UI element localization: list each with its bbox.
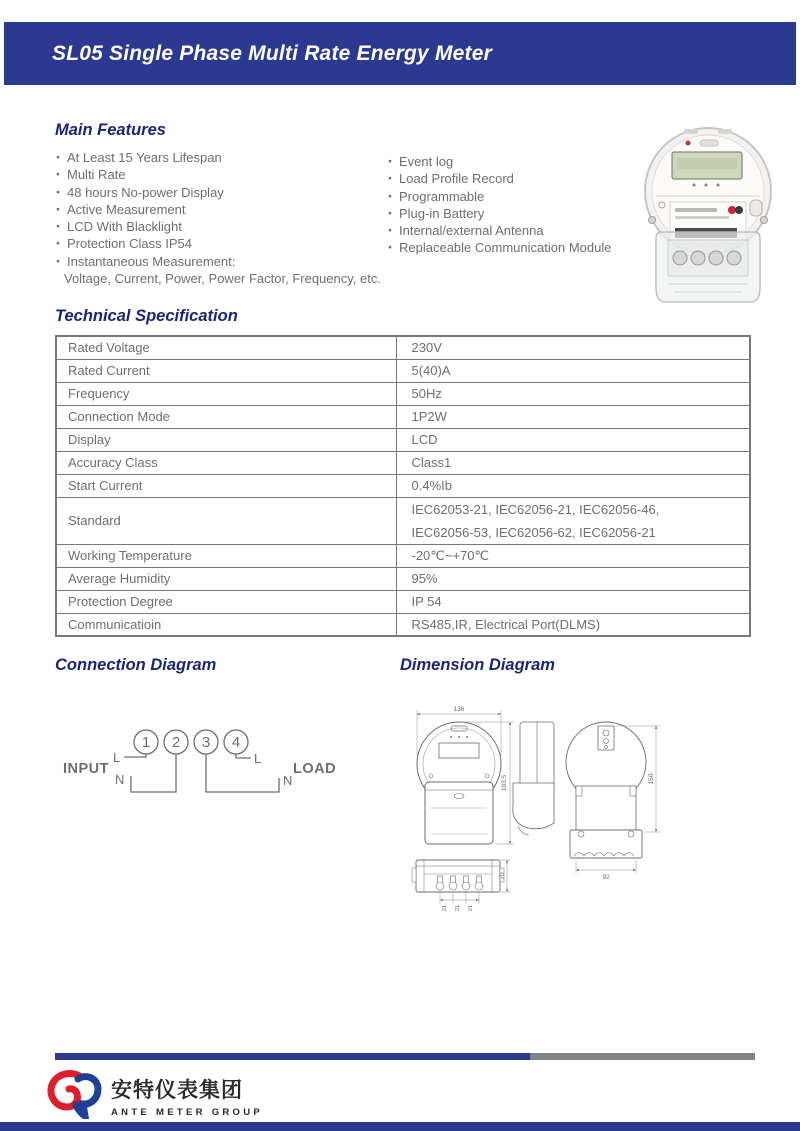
feature-item: ● Replaceable Communication Module xyxy=(388,239,698,256)
company-name-cn: 安特仪表集团 xyxy=(111,1079,243,1102)
spec-label: Frequency xyxy=(56,382,396,405)
spec-row xyxy=(56,474,750,497)
dim-base-width: 92 xyxy=(602,874,610,881)
spec-row xyxy=(56,544,750,567)
spec-row xyxy=(56,336,750,359)
spec-value: RS485,IR, Electrical Port(DLMS) xyxy=(396,613,750,636)
dimension-diagram-drawing xyxy=(398,686,710,918)
spec-row xyxy=(56,382,750,405)
spec-label: Rated Voltage xyxy=(56,336,396,359)
input-l-label: L xyxy=(113,750,121,765)
spec-label: Average Humidity xyxy=(56,567,396,590)
terminal-number: 3 xyxy=(201,734,211,751)
feature-item: ● Instantaneous Measurement: xyxy=(56,253,401,270)
spec-value: 5(40)A xyxy=(396,359,750,382)
company-name-en: ANTE METER GROUP xyxy=(111,1107,264,1118)
load-l-label: L xyxy=(254,751,262,766)
specification-table xyxy=(55,335,751,637)
main-features-heading: Main Features xyxy=(55,121,166,139)
footer-divider-bar xyxy=(55,1053,755,1060)
spec-row xyxy=(56,590,750,613)
connection-diagram-heading: Connection Diagram xyxy=(55,656,217,674)
dim-terminal-pitch: 21 xyxy=(468,904,474,912)
product-photo-energy-meter xyxy=(622,116,794,304)
dim-overall-width: 136 xyxy=(453,706,465,713)
ante-logo-icon xyxy=(46,1069,104,1119)
spec-label: Standard xyxy=(56,497,396,544)
terminal-number: 4 xyxy=(231,734,241,751)
spec-label: Working Temperature xyxy=(56,544,396,567)
spec-value: IP 54 xyxy=(396,590,750,613)
spec-label: Communicatioin xyxy=(56,613,396,636)
dim-back-height: 150 xyxy=(648,773,655,785)
footer-bar-gray-segment xyxy=(530,1053,755,1060)
feature-item: ● Internal/external Antenna xyxy=(388,222,698,239)
company-name-block xyxy=(111,1069,263,1118)
spec-value: 0.4%Ib xyxy=(396,474,750,497)
dim-terminal-pitch: 21 xyxy=(455,904,461,912)
spec-label: Accuracy Class xyxy=(56,451,396,474)
input-n-label: N xyxy=(115,772,125,787)
terminal-number: 2 xyxy=(171,734,181,751)
spec-value: -20℃~+70℃ xyxy=(396,544,750,567)
spec-row xyxy=(56,405,750,428)
feature-item-continuation: Voltage, Current, Power, Power Factor, Frequency, etc. xyxy=(64,271,381,287)
technical-specification-heading: Technical Specification xyxy=(55,307,238,325)
feature-item: ● Load Profile Record xyxy=(388,170,698,187)
load-n-label: N xyxy=(283,773,293,788)
spec-row xyxy=(56,428,750,451)
spec-row xyxy=(56,567,750,590)
dim-depth: 70 xyxy=(499,872,506,880)
spec-value: Class1 xyxy=(396,451,750,474)
feature-item: ● Active Measurement xyxy=(56,201,401,218)
connection-diagram-drawing xyxy=(55,698,340,823)
feature-item: ● 48 hours No-power Display xyxy=(56,184,401,201)
dim-overall-height: 193.5 xyxy=(501,774,508,792)
spec-value: 50Hz xyxy=(396,382,750,405)
spec-label: Start Current xyxy=(56,474,396,497)
feature-item: ● Event log xyxy=(388,153,698,170)
feature-item: ● Protection Class IP54 xyxy=(56,235,401,252)
input-label: INPUT xyxy=(63,761,109,777)
spec-row xyxy=(56,451,750,474)
spec-value: 230V xyxy=(396,336,750,359)
feature-item: ● Multi Rate xyxy=(56,166,401,183)
spec-label: Connection Mode xyxy=(56,405,396,428)
spec-label: Display xyxy=(56,428,396,451)
spec-value: 1P2W xyxy=(396,405,750,428)
spec-value: 95% xyxy=(396,567,750,590)
spec-label: Protection Degree xyxy=(56,590,396,613)
dimension-diagram-heading: Dimension Diagram xyxy=(400,656,555,674)
energy-meter-illustration xyxy=(622,116,794,304)
spec-row xyxy=(56,497,750,544)
page-title: SL05 Single Phase Multi Rate Energy Meter xyxy=(52,41,492,65)
spec-value: LCD xyxy=(396,428,750,451)
spec-row xyxy=(56,613,750,636)
page-bottom-bar xyxy=(0,1122,800,1131)
company-logo xyxy=(46,1069,263,1119)
terminal-number: 1 xyxy=(141,734,151,751)
feature-item: ● Plug-in Battery xyxy=(388,205,698,222)
feature-item: ● At Least 15 Years Lifespan xyxy=(56,149,401,166)
spec-label: Rated Current xyxy=(56,359,396,382)
load-label: LOAD xyxy=(293,761,337,777)
dim-terminal-pitch: 21 xyxy=(442,904,448,912)
page-header xyxy=(4,22,796,85)
feature-item: ● LCD With Blacklight xyxy=(56,218,401,235)
spec-row xyxy=(56,359,750,382)
spec-table-body xyxy=(56,336,750,636)
feature-item: ● Programmable xyxy=(388,188,698,205)
features-left-list xyxy=(56,149,401,287)
footer-bar-blue-segment xyxy=(55,1053,530,1060)
spec-value: IEC62053-21, IEC62056-21, IEC62056-46, IEC62056-53, IEC62056-62, IEC62056-21 xyxy=(396,497,750,544)
